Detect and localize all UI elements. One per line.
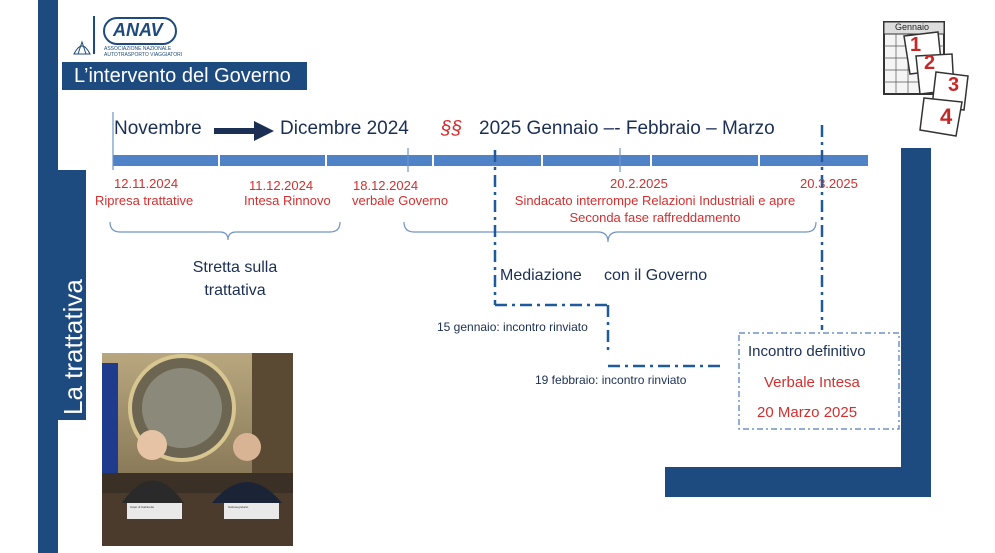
calendar-num-3: 3: [948, 74, 960, 96]
final-meeting: Incontro definitivo: [748, 343, 866, 360]
event-date-2: 11.12.2024: [249, 178, 314, 193]
calendar-month: Gennaio: [895, 22, 930, 32]
final-verbale: Verbale Intesa: [764, 374, 860, 391]
sidebar-label: La trattativa: [58, 279, 88, 415]
calendar-num-4: 4: [940, 104, 953, 129]
logo-name: ANAV: [113, 20, 163, 40]
event-date-1: 12.11.2024: [114, 176, 179, 191]
meeting-photo: [102, 353, 293, 546]
months-2025: 2025 Gennaio –- Febbraio – Marzo: [479, 118, 775, 139]
event-date-5: 20.3.2025: [800, 176, 858, 191]
calendar-num-2: 2: [924, 52, 936, 74]
event-text-3: verbale Governo: [352, 193, 449, 208]
sign-right: Sottosegretario: [228, 505, 249, 509]
logo-subtitle: ASSOCIAZIONE NAZIONALE AUTOTRASPORTO VIAGGIATORI: [104, 46, 183, 58]
event-text-4: Sindacato interrompe Relazioni Industriali e apre Seconda fase raffreddamento: [514, 193, 796, 225]
event-text-1: Ripresa trattative: [95, 193, 194, 208]
note-15-gennaio: 15 gennaio: incontro rinviato: [437, 320, 588, 334]
event-date-3: 18.12.2024: [353, 178, 419, 193]
month-dicembre: Dicembre 2024: [280, 118, 409, 139]
event-text-2: Intesa Rinnovo: [244, 193, 331, 208]
final-date: 20 Marzo 2025: [757, 404, 858, 421]
month-novembre: Novembre: [114, 118, 202, 139]
phase-stretta: Stretta sulla trattativa: [192, 259, 278, 299]
section-sign: §§: [441, 118, 463, 139]
calendar-num-1: 1: [910, 34, 922, 56]
page-title: L’intervento del Governo: [62, 62, 307, 90]
sign-left: Capo di Gabinetto: [130, 505, 155, 509]
note-19-febbraio: 19 febbraio: incontro rinviato: [535, 373, 687, 387]
event-date-4: 20.2.2025: [610, 176, 668, 191]
phase-governo: con il Governo: [604, 267, 708, 284]
phase-mediazione: Mediazione: [500, 267, 582, 284]
